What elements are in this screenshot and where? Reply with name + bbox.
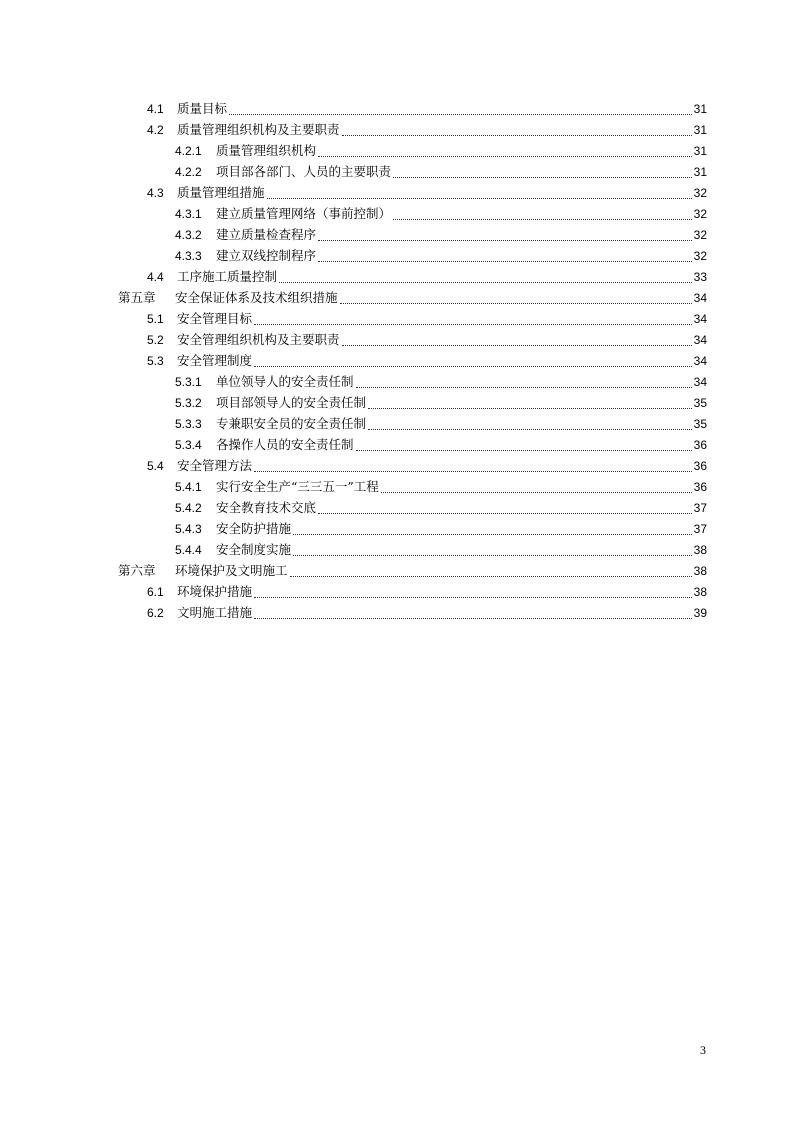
toc-entry-number: 5.3	[147, 354, 164, 368]
page-number: 3	[700, 1043, 706, 1057]
toc-entry[interactable]	[118, 434, 707, 455]
toc-entry-title: 质量管理组织机构	[216, 143, 317, 158]
toc-entry-title: 安全管理目标	[177, 311, 253, 326]
toc-entry[interactable]	[118, 455, 707, 476]
toc-entry-number: 5.4.3	[175, 522, 202, 536]
toc-entry[interactable]	[118, 140, 707, 161]
toc-entry-number: 4.3.3	[175, 249, 202, 263]
toc-entry-title: 安全管理组织机构及主要职责	[177, 332, 340, 347]
toc-entry[interactable]	[118, 392, 707, 413]
toc-entry[interactable]	[118, 203, 707, 224]
toc-entry-page: 37	[693, 522, 707, 536]
toc-entry-number: 4.3.2	[175, 228, 202, 242]
toc-entry-number: 5.2	[147, 333, 164, 347]
toc-entry-number: 5.4	[147, 459, 164, 473]
toc-entry-page: 34	[693, 354, 707, 368]
toc-dot-leader	[318, 261, 692, 262]
toc-entry-page: 31	[693, 123, 707, 137]
toc-entry[interactable]	[118, 287, 707, 308]
toc-dot-leader	[368, 429, 692, 430]
toc-entry-page: 35	[693, 417, 707, 431]
toc-entry-number: 第五章	[118, 290, 156, 305]
toc-entry-page: 36	[693, 438, 707, 452]
toc-entry[interactable]	[118, 413, 707, 434]
toc-entry-page: 38	[693, 585, 707, 599]
toc-entry[interactable]	[118, 602, 707, 623]
toc-entry-title: 环境保护及文明施工	[175, 563, 288, 578]
toc-entry-title: 各操作人员的安全责任制	[216, 437, 354, 452]
toc-entry-number: 4.2.1	[175, 144, 202, 158]
toc-entry-number: 6.1	[147, 585, 164, 599]
toc-dot-leader	[254, 618, 692, 619]
toc-entry-title: 质量管理组措施	[177, 185, 265, 200]
toc-entry-title: 建立质量管理网络（事前控制）	[216, 206, 392, 221]
toc-dot-leader	[368, 408, 692, 409]
toc-entry-title: 建立质量检查程序	[216, 227, 317, 242]
toc-entry-title: 质量管理组织机构及主要职责	[177, 122, 340, 137]
toc-dot-leader	[356, 450, 692, 451]
toc-entry[interactable]	[118, 224, 707, 245]
toc-entry-title: 项目部各部门、人员的主要职责	[216, 164, 392, 179]
toc-dot-leader	[342, 135, 692, 136]
toc-entry[interactable]	[118, 308, 707, 329]
toc-entry[interactable]	[118, 119, 707, 140]
toc-dot-leader	[267, 198, 692, 199]
toc-dot-leader	[293, 534, 692, 535]
toc-dot-leader	[340, 303, 692, 304]
toc-dot-leader	[393, 219, 692, 220]
toc-entry-number: 6.2	[147, 606, 164, 620]
toc-entry-number: 4.1	[147, 102, 164, 116]
toc-entry-page: 36	[693, 480, 707, 494]
toc-entry-page: 31	[693, 144, 707, 158]
toc-entry[interactable]	[118, 245, 707, 266]
toc-entry-number: 5.3.1	[175, 375, 202, 389]
toc-entry-title: 安全防护措施	[216, 521, 292, 536]
toc-entry-page: 32	[693, 249, 707, 263]
toc-dot-leader	[254, 471, 692, 472]
toc-entry-page: 32	[693, 228, 707, 242]
toc-entry-number: 5.3.4	[175, 438, 202, 452]
toc-entry[interactable]	[118, 476, 707, 497]
toc-entry-page: 35	[693, 396, 707, 410]
toc-dot-leader	[393, 177, 692, 178]
toc-entry[interactable]	[118, 350, 707, 371]
toc-dot-leader	[254, 366, 692, 367]
toc-entry-page: 36	[693, 459, 707, 473]
toc-entry[interactable]	[118, 560, 707, 581]
toc-dot-leader	[381, 492, 692, 493]
toc-dot-leader	[254, 324, 692, 325]
toc-entry-number: 4.3.1	[175, 207, 202, 221]
toc-entry-number: 5.4.1	[175, 480, 202, 494]
toc-dot-leader	[293, 555, 692, 556]
toc-entry-number: 4.2.2	[175, 165, 202, 179]
toc-entry-title: 安全制度实施	[216, 542, 292, 557]
toc-entry[interactable]	[118, 329, 707, 350]
toc-entry-page: 37	[693, 501, 707, 515]
toc-entry[interactable]	[118, 539, 707, 560]
toc-entry-title: 项目部领导人的安全责任制	[216, 395, 367, 410]
toc-entry-number: 5.4.4	[175, 543, 202, 557]
toc-dot-leader	[318, 156, 692, 157]
toc-entry-title: 安全管理方法	[177, 458, 253, 473]
toc-entry-page: 31	[693, 165, 707, 179]
toc-dot-leader	[229, 114, 692, 115]
toc-entry-title: 文明施工措施	[177, 605, 253, 620]
toc-entry-number: 第六章	[118, 563, 156, 578]
toc-entry-page: 31	[693, 102, 707, 116]
toc-entry-page: 34	[693, 375, 707, 389]
toc-dot-leader	[342, 345, 692, 346]
toc-entry-page: 34	[693, 333, 707, 347]
table-of-contents	[118, 98, 707, 623]
toc-entry-title: 单位领导人的安全责任制	[216, 374, 354, 389]
toc-entry-number: 5.3.3	[175, 417, 202, 431]
toc-entry-number: 4.3	[147, 186, 164, 200]
toc-entry[interactable]	[118, 266, 707, 287]
toc-entry-number: 5.4.2	[175, 501, 202, 515]
toc-dot-leader	[318, 240, 692, 241]
toc-entry-title: 建立双线控制程序	[216, 248, 317, 263]
toc-entry-number: 4.4	[147, 270, 164, 284]
toc-dot-leader	[279, 282, 692, 283]
toc-entry-page: 34	[693, 291, 707, 305]
toc-entry-number: 5.3.2	[175, 396, 202, 410]
toc-entry-title: 安全保证体系及技术组织措施	[175, 290, 338, 305]
toc-entry[interactable]	[118, 182, 707, 203]
toc-dot-leader	[290, 576, 692, 577]
toc-entry-title: 实行安全生产“三三五一”工程	[216, 479, 379, 494]
toc-entry-title: 环境保护措施	[177, 584, 253, 599]
toc-entry-page: 34	[693, 312, 707, 326]
toc-dot-leader	[254, 597, 692, 598]
toc-entry[interactable]	[118, 581, 707, 602]
toc-entry[interactable]	[118, 98, 707, 119]
toc-entry-page: 38	[693, 564, 707, 578]
toc-entry-title: 安全教育技术交底	[216, 500, 317, 515]
toc-entry-title: 专兼职安全员的安全责任制	[216, 416, 367, 431]
toc-entry-title: 工序施工质量控制	[177, 269, 278, 284]
toc-entry-page: 32	[693, 207, 707, 221]
toc-entry-page: 38	[693, 543, 707, 557]
toc-entry[interactable]	[118, 371, 707, 392]
toc-entry-title: 质量目标	[177, 101, 228, 116]
toc-entry-number: 4.2	[147, 123, 164, 137]
toc-entry-page: 39	[693, 606, 707, 620]
toc-entry[interactable]	[118, 497, 707, 518]
toc-entry-page: 33	[693, 270, 707, 284]
toc-entry-title: 安全管理制度	[177, 353, 253, 368]
toc-dot-leader	[318, 513, 692, 514]
toc-entry-number: 5.1	[147, 312, 164, 326]
toc-entry[interactable]	[118, 518, 707, 539]
toc-entry-page: 32	[693, 186, 707, 200]
toc-entry[interactable]	[118, 161, 707, 182]
toc-dot-leader	[356, 387, 692, 388]
